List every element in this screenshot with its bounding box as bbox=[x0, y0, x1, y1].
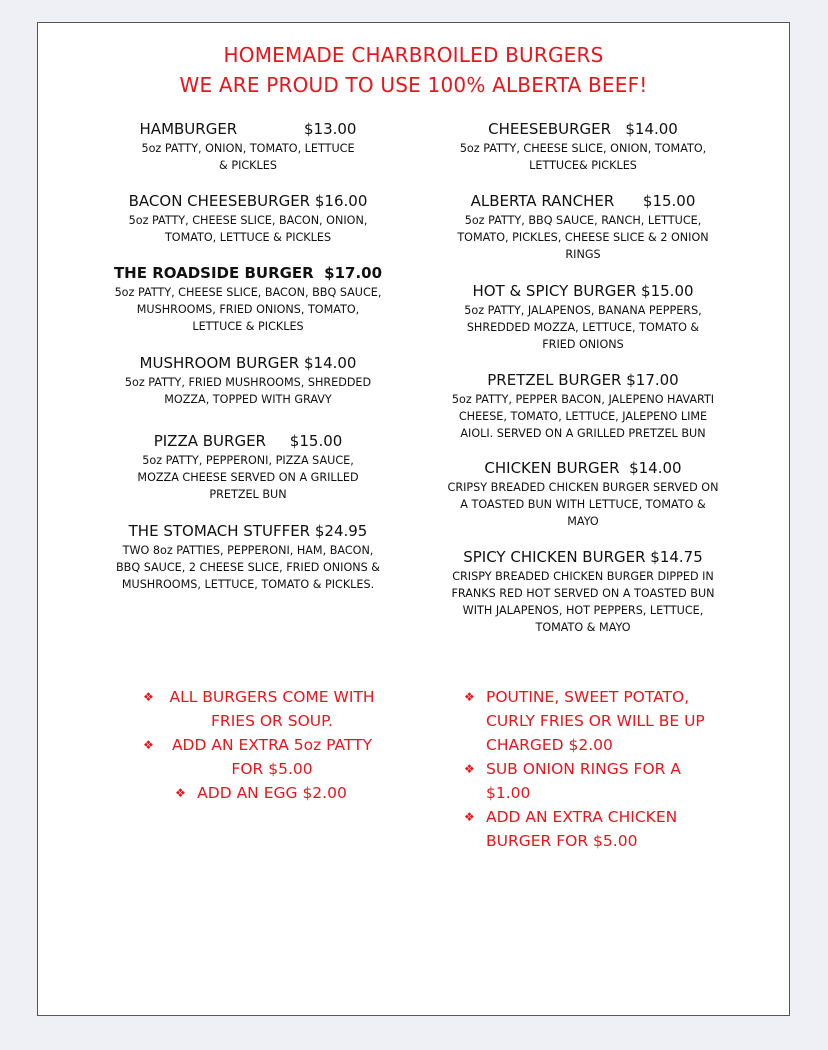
menu-item-pretzel-burger bbox=[423, 370, 743, 442]
item-name: CHICKEN BURGER $14.00 bbox=[484, 459, 682, 477]
menu-item-hamburger bbox=[88, 119, 408, 174]
diamond-bullet-icon: ❖ bbox=[464, 762, 475, 776]
notes-right bbox=[464, 685, 764, 853]
menu-item-hot-spicy-burger bbox=[423, 281, 743, 353]
item-name: THE STOMACH STUFFER $24.95 bbox=[128, 522, 368, 540]
item-description: CRISPY BREADED CHICKEN BURGER DIPPED IN FRANKS RED HOT SERVED ON A TOASTED BUN WITH JALAPENOS, HOT PEPPERS, LETTUCE, TOMATO & MAYO bbox=[451, 570, 715, 634]
item-description: 5oz PATTY, PEPPERONI, PIZZA SAUCE, MOZZA CHEESE SERVED ON A GRILLED PRETZEL BUN bbox=[137, 454, 359, 501]
item-name: PIZZA BURGER $15.00 bbox=[153, 432, 343, 450]
item-description: 5oz PATTY, JALAPENOS, BANANA PEPPERS, SHREDDED MOZZA, LETTUCE, TOMATO & FRIED ONIONS bbox=[464, 304, 702, 351]
diamond-bullet-icon: ❖ bbox=[175, 786, 186, 800]
item-name: SPICY CHICKEN BURGER $14.75 bbox=[463, 548, 703, 566]
diamond-bullet-icon: ❖ bbox=[464, 690, 475, 704]
diamond-bullet-icon: ❖ bbox=[143, 690, 154, 704]
item-name: BACON CHEESEBURGER $16.00 bbox=[128, 192, 368, 210]
item-name: HOT & SPICY BURGER $15.00 bbox=[472, 282, 694, 300]
item-description: TWO 8oz PATTIES, PEPPERONI, HAM, BACON, BBQ SAUCE, 2 CHEESE SLICE, FRIED ONIONS & MUSHROOMS, LETTUCE, TOMATO & PICKLES. bbox=[115, 544, 381, 591]
menu-item-alberta-rancher bbox=[423, 191, 743, 263]
item-name: CHEESEBURGER $14.00 bbox=[488, 120, 678, 138]
menu-item-spicy-chicken-burger bbox=[423, 547, 743, 636]
diamond-bullet-icon: ❖ bbox=[464, 810, 475, 824]
menu-item-cheeseburger bbox=[423, 119, 743, 174]
notes-left bbox=[133, 685, 393, 805]
menu-item-roadside-burger bbox=[88, 263, 408, 335]
item-description: 5oz PATTY, CHEESE SLICE, BACON, BBQ SAUCE, MUSHROOMS, FRIED ONIONS, TOMATO, LETTUCE & PICKLES bbox=[114, 286, 382, 333]
item-description: 5oz PATTY, PEPPER BACON, JALEPENO HAVARTI CHEESE, TOMATO, LETTUCE, JALEPENO LIME AIOLI. SERVED ON A GRILLED PRETZEL BUN bbox=[451, 393, 715, 440]
note-text: ADD AN EGG $2.00 bbox=[197, 784, 347, 802]
menu-item-chicken-burger bbox=[423, 458, 743, 530]
menu-item-bacon-cheeseburger bbox=[88, 191, 408, 246]
note-item bbox=[464, 805, 764, 853]
note-item bbox=[133, 733, 393, 781]
note-item bbox=[133, 781, 393, 805]
note-text: POUTINE, SWEET POTATO, CURLY FRIES OR WILL BE UP CHARGED $2.00 bbox=[486, 688, 705, 754]
menu-page bbox=[37, 22, 790, 1016]
note-text: ALL BURGERS COME WITH FRIES OR SOUP. bbox=[169, 688, 375, 730]
menu-subtitle: WE ARE PROUD TO USE 100% ALBERTA BEEF! bbox=[179, 73, 648, 97]
item-name: THE ROADSIDE BURGER $17.00 bbox=[113, 264, 383, 282]
item-description: CRIPSY BREADED CHICKEN BURGER SERVED ON A TOASTED BUN WITH LETTUCE, TOMATO & MAYO bbox=[447, 481, 719, 528]
note-item bbox=[464, 757, 764, 805]
menu-item-mushroom-burger bbox=[88, 353, 408, 408]
menu-item-pizza-burger bbox=[88, 431, 408, 503]
note-text: ADD AN EXTRA CHICKEN BURGER FOR $5.00 bbox=[486, 808, 678, 850]
note-text: ADD AN EXTRA 5oz PATTY FOR $5.00 bbox=[171, 736, 373, 778]
menu-item-stomach-stuffer bbox=[88, 521, 408, 593]
item-name: HAMBURGER $13.00 bbox=[139, 120, 357, 138]
item-description: 5oz PATTY, CHEESE SLICE, BACON, ONION, TOMATO, LETTUCE & PICKLES bbox=[128, 214, 368, 244]
item-description: 5oz PATTY, FRIED MUSHROOMS, SHREDDED MOZZA, TOPPED WITH GRAVY bbox=[124, 376, 372, 406]
note-text: SUB ONION RINGS FOR A $1.00 bbox=[486, 760, 681, 802]
item-description: 5oz PATTY, ONION, TOMATO, LETTUCE & PICKLES bbox=[141, 142, 355, 172]
note-item bbox=[133, 685, 393, 733]
note-item bbox=[464, 685, 764, 757]
item-name: ALBERTA RANCHER $15.00 bbox=[470, 192, 696, 210]
diamond-bullet-icon: ❖ bbox=[143, 738, 154, 752]
item-name: PRETZEL BURGER $17.00 bbox=[487, 371, 679, 389]
item-description: 5oz PATTY, CHEESE SLICE, ONION, TOMATO, LETTUCE& PICKLES bbox=[459, 142, 707, 172]
item-description: 5oz PATTY, BBQ SAUCE, RANCH, LETTUCE, TOMATO, PICKLES, CHEESE SLICE & 2 ONION RINGS bbox=[457, 214, 709, 261]
menu-title: HOMEMADE CHARBROILED BURGERS bbox=[223, 43, 604, 67]
item-name: MUSHROOM BURGER $14.00 bbox=[139, 354, 357, 372]
